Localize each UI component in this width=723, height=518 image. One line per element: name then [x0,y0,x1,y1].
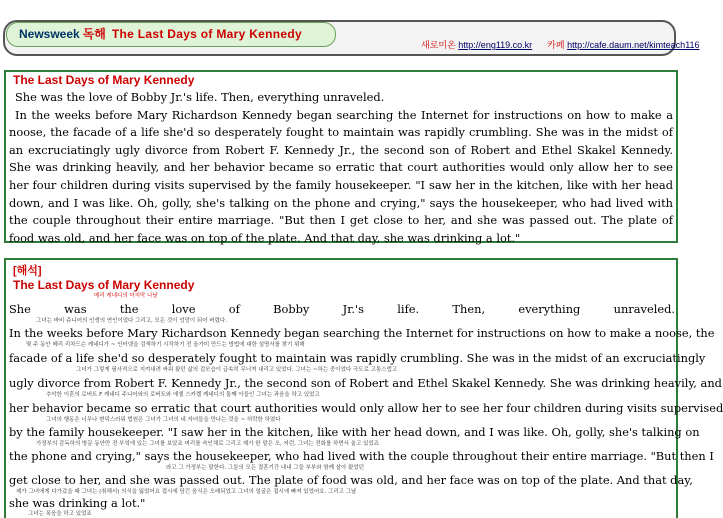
publication-name: Newsweek [19,27,80,41]
gloss-line-6: 가정부의 감독하의 방문 동안만 전 부엌에 있는 그녀를 보았죠 머리를 숙인채로 그리고 제가 한 말은 오, 저런, 그녀는 전화를 하면서 울고 있었죠 [36,441,380,447]
banner-title: The Last Days of Mary Kennedy [111,27,302,41]
link2-label: 카페 [547,40,565,50]
banner-title-tab [6,22,336,47]
translation-label: [해석] [13,265,42,277]
link1-label: 새로미온 [421,40,456,50]
translation-line-5: her behavior became so erratic that court authorities would only allow her to see her four children during visits supervised [9,401,723,415]
gloss-line-9: 그녀는 폭음을 하고 있었죠 [28,511,92,517]
translation-line-3: facade of a life she'd so desperately fought to maintain was rapidly crumbling. She was in the midst of an excruciatingly [9,351,706,365]
gloss-line-2: 몇 주 동안 메리 리차드슨 케네디가 ~ 인터넷을 검색하기 시작하기 전 올가미 만드는 방법에 대한 설명서를 찾기 위해 [26,342,305,348]
translation-line-4: ugly divorce from Robert F. Kennedy Jr., the second son of Robert and Ethel Skakel Kennedy. She was drinking heavily, and [9,376,722,390]
gloss-line-3: 그녀가 그렇게 필사적으로 지켜내려 싸워 왔던 삶의 겉모습이 급속히 무너져 내리고 있었다. 그녀는 ~하는 중이었다 극도로 고통스럽고 [76,367,398,373]
original-text-box [4,70,678,243]
original-heading: The Last Days of Mary Kennedy [13,73,195,87]
heading-gloss: 메리 케네디의 마지막 나날 [94,293,158,299]
cafe-link[interactable]: http://cafe.daum.net/kimteach116 [567,40,700,50]
translation-line-2: In the weeks before Mary Richardson Kennedy began searching the Internet for instructions on how to make a noose, the [9,326,715,340]
translation-line-1: She was the love of Bobby Jr.'s life. Then, everything unraveled. [9,302,675,316]
gloss-line-7: 라고 그 가정부는 말한다. 그들의 모든 결혼기간 내내 그들 부부와 함께 살아 왔었던 [166,465,365,471]
original-para-1: She was the love of Bobby Jr.'s life. Then, everything unraveled. [15,90,385,104]
gloss-line-5: 그녀의 행동은 너무나 변덕스러워 법원은 그녀가 그녀의 네 자녀들을 만나는 것을 ~ 허락한 하였다 [46,417,281,423]
gloss-line-1: 그녀는 바비 쥬니어의 인생의 연인이었다 그리고, 모든 것이 엉망이 되어 버렸다. [36,318,227,324]
translation-line-9: she was drinking a lot." [9,496,146,510]
translation-line-8: get close to her, and she was passed out. The plate of food was old, and her face was on top of the plate. And that day, [9,473,693,487]
banner-links [421,38,700,52]
translation-box [4,258,723,518]
translation-line-6: by the family housekeeper. "I saw her in the kitchen, like with her head down, and I was like. Oh, golly, she's talking on [9,425,700,439]
original-para-2: In the weeks before Mary Richardson Kennedy began searching the Internet for instructions on how to make a noose, the facade of a life she'd so desperately fought to maintain was rapidly crumbling. She was in the midst of an excruciatingly ugly divorce from Robert F. Kennedy Jr., the second son of Robert and Ethel Skakel Kennedy. She was drinking heavily, and her behavior became so erratic that court authorities would only allow her to see her four children during visits supervised by the family housekeeper. "I saw her in the kitchen, like with her head down, and I was like. Oh, golly, she's talking on the phone and crying," says the housekeeper, who had lived with the couple throughout their entire marriage. "But then I get close to her, and she was passed out. The plate of food was old, and her face was on top of the plate. And that day, she was drinking a lot." [9,107,673,245]
site-link[interactable]: http://eng119.co.kr [458,40,533,50]
gloss-line-4: 추악한 이혼의 로버트 F 케네디 주니어와의 로버트와 에셀 스카켈 케네디의 둘째 아들인 그녀는 과음을 하고 있었고 [46,392,320,398]
translation-heading: The Last Days of Mary Kennedy [13,278,195,292]
translation-line-7: the phone and crying," says the housekeeper, who had lived with the couple throughout their entire marriage. "But then I [9,449,714,463]
gloss-line-8: 제가 그녀에게 다가갔을 때 그녀는 (취해서) 의식을 잃었어요 접시에 담긴 음식은 오래되었고 그녀의 얼굴은 접시에 빠져 있었어요. 그리고 그날 [16,489,357,495]
korean-label: 독해 [82,27,106,41]
